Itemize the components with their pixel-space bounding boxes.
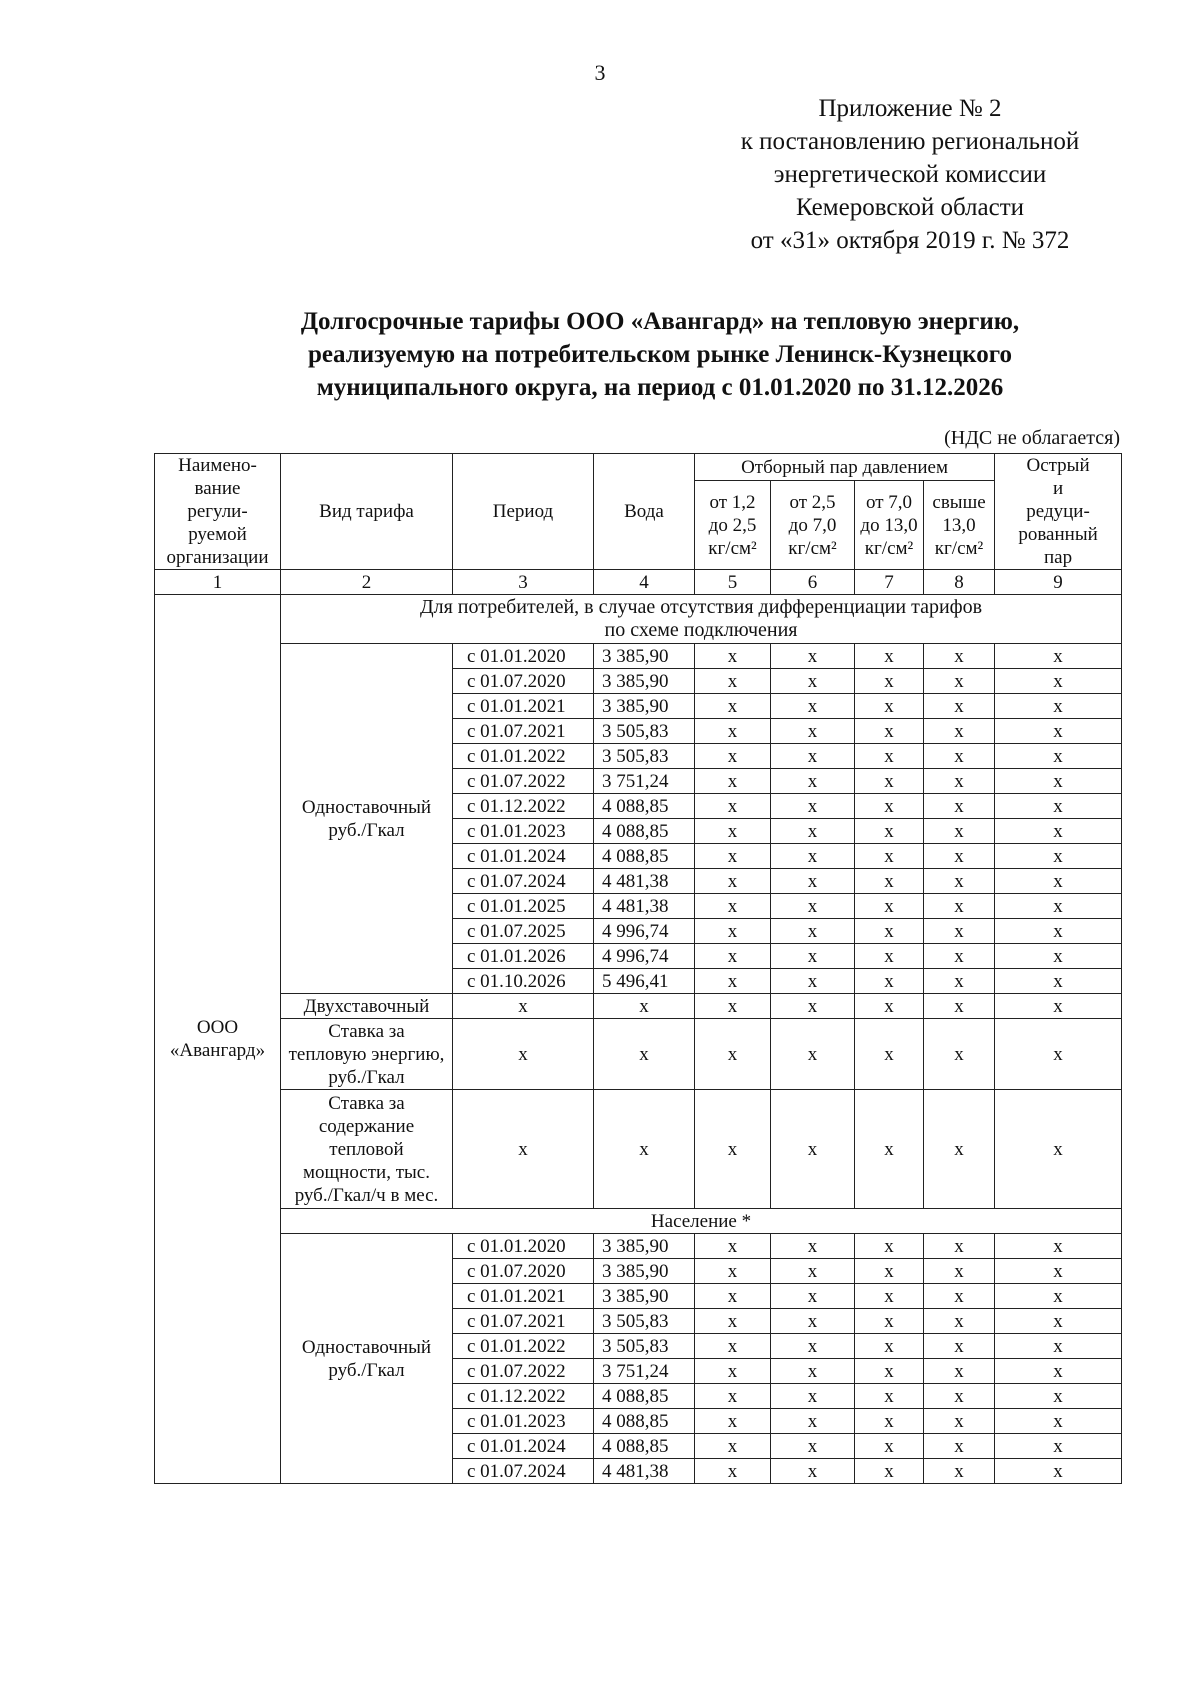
capacity-rate-label: Ставка за содержание тепловой мощности, тыс. руб./Гкал/ч в мес. bbox=[281, 1090, 453, 1209]
empty-value-cell: x bbox=[771, 1284, 855, 1309]
column-number: 5 bbox=[695, 570, 771, 595]
header-pressure-2: от 2,5 до 7,0 кг/см² bbox=[771, 481, 855, 570]
empty-value-cell: x bbox=[695, 1359, 771, 1384]
empty-value-cell: x bbox=[771, 994, 855, 1019]
period-cell: с 01.07.2021 bbox=[453, 719, 594, 744]
empty-value-cell: x bbox=[771, 1409, 855, 1434]
empty-value-cell: x bbox=[594, 1090, 695, 1209]
water-value-cell: 3 505,83 bbox=[594, 744, 695, 769]
empty-value-cell: x bbox=[695, 1384, 771, 1409]
period-cell: с 01.07.2024 bbox=[453, 1459, 594, 1484]
period-cell: с 01.01.2025 bbox=[453, 894, 594, 919]
empty-value-cell: x bbox=[771, 1019, 855, 1090]
empty-value-cell: x bbox=[855, 894, 924, 919]
period-cell: с 01.01.2024 bbox=[453, 844, 594, 869]
period-cell: с 01.12.2022 bbox=[453, 1384, 594, 1409]
empty-value-cell: x bbox=[855, 994, 924, 1019]
empty-value-cell: x bbox=[855, 844, 924, 869]
empty-value-cell: x bbox=[924, 944, 995, 969]
column-number: 8 bbox=[924, 570, 995, 595]
appendix-block bbox=[700, 92, 1120, 257]
empty-value-cell: x bbox=[995, 1459, 1122, 1484]
empty-value-cell: x bbox=[771, 669, 855, 694]
empty-value-cell: x bbox=[924, 1359, 995, 1384]
empty-value-cell: x bbox=[855, 794, 924, 819]
empty-value-cell: x bbox=[995, 1384, 1122, 1409]
empty-value-cell: x bbox=[771, 744, 855, 769]
empty-value-cell: x bbox=[995, 1234, 1122, 1259]
empty-value-cell: x bbox=[771, 1309, 855, 1334]
water-value-cell: 4 481,38 bbox=[594, 894, 695, 919]
empty-value-cell: x bbox=[695, 1334, 771, 1359]
empty-value-cell: x bbox=[695, 669, 771, 694]
period-cell: с 01.01.2021 bbox=[453, 694, 594, 719]
empty-value-cell: x bbox=[771, 894, 855, 919]
empty-value-cell: x bbox=[924, 919, 995, 944]
empty-value-cell: x bbox=[771, 819, 855, 844]
empty-value-cell: x bbox=[924, 694, 995, 719]
empty-value-cell: x bbox=[771, 844, 855, 869]
empty-value-cell: x bbox=[924, 894, 995, 919]
water-value-cell: 3 505,83 bbox=[594, 1309, 695, 1334]
empty-value-cell: x bbox=[995, 694, 1122, 719]
section-title: Для потребителей, в случае отсутствия дифференциации тарифов по схеме подключения bbox=[281, 595, 1122, 644]
empty-value-cell: x bbox=[695, 794, 771, 819]
empty-value-cell: x bbox=[771, 869, 855, 894]
empty-value-cell: x bbox=[855, 919, 924, 944]
empty-value-cell: x bbox=[855, 1090, 924, 1209]
empty-value-cell: x bbox=[855, 1309, 924, 1334]
header-period: Период bbox=[453, 454, 594, 570]
header-pressure-4: свыше 13,0 кг/см² bbox=[924, 481, 995, 570]
empty-value-cell: x bbox=[695, 919, 771, 944]
empty-value-cell: x bbox=[924, 844, 995, 869]
empty-value-cell: x bbox=[924, 994, 995, 1019]
period-cell: с 01.01.2026 bbox=[453, 944, 594, 969]
header-sharp-steam: Острый и редуци- рованный пар bbox=[995, 454, 1122, 570]
header-row bbox=[155, 454, 1122, 481]
period-cell: с 01.01.2023 bbox=[453, 1409, 594, 1434]
empty-value-cell: x bbox=[695, 969, 771, 994]
appendix-line: Приложение № 2 bbox=[818, 95, 1002, 122]
column-number: 2 bbox=[281, 570, 453, 595]
empty-value-cell: x bbox=[855, 644, 924, 669]
appendix-line: энергетической комиссии bbox=[773, 161, 1047, 188]
document-title bbox=[210, 305, 1110, 404]
page-number: 3 bbox=[594, 60, 606, 85]
water-value-cell: 4 996,74 bbox=[594, 944, 695, 969]
empty-value-cell: x bbox=[695, 1259, 771, 1284]
empty-value-cell: x bbox=[924, 744, 995, 769]
empty-value-cell: x bbox=[995, 1359, 1122, 1384]
empty-value-cell: x bbox=[855, 819, 924, 844]
empty-value-cell: x bbox=[771, 1459, 855, 1484]
empty-value-cell: x bbox=[995, 794, 1122, 819]
empty-value-cell: x bbox=[855, 1234, 924, 1259]
empty-value-cell: x bbox=[695, 1090, 771, 1209]
empty-value-cell: x bbox=[995, 1334, 1122, 1359]
empty-value-cell: x bbox=[924, 1259, 995, 1284]
empty-value-cell: x bbox=[924, 1434, 995, 1459]
empty-value-cell: x bbox=[924, 1019, 995, 1090]
period-cell: с 01.01.2023 bbox=[453, 819, 594, 844]
period-cell: с 01.07.2022 bbox=[453, 769, 594, 794]
tariff-table bbox=[154, 453, 1122, 1484]
period-cell: с 01.01.2022 bbox=[453, 744, 594, 769]
empty-value-cell: x bbox=[855, 719, 924, 744]
empty-value-cell: x bbox=[855, 1284, 924, 1309]
header-org-name: Наимено- вание регули- руемой организации bbox=[155, 454, 281, 570]
empty-value-cell: x bbox=[771, 1384, 855, 1409]
empty-value-cell: x bbox=[771, 944, 855, 969]
empty-value-cell: x bbox=[695, 644, 771, 669]
water-value-cell: 3 505,83 bbox=[594, 1334, 695, 1359]
empty-value-cell: x bbox=[995, 644, 1122, 669]
empty-value-cell: x bbox=[695, 719, 771, 744]
empty-value-cell: x bbox=[695, 894, 771, 919]
water-value-cell: 4 088,85 bbox=[594, 844, 695, 869]
vat-note: (НДС не облагается) bbox=[944, 427, 1120, 449]
period-cell: с 01.07.2020 bbox=[453, 669, 594, 694]
empty-value-cell: x bbox=[924, 1309, 995, 1334]
empty-value-cell: x bbox=[995, 1284, 1122, 1309]
empty-value-cell: x bbox=[594, 1019, 695, 1090]
empty-value-cell: x bbox=[453, 994, 594, 1019]
empty-value-cell: x bbox=[924, 1459, 995, 1484]
empty-value-cell: x bbox=[924, 1409, 995, 1434]
water-value-cell: 4 088,85 bbox=[594, 819, 695, 844]
empty-value-cell: x bbox=[771, 694, 855, 719]
empty-value-cell: x bbox=[695, 994, 771, 1019]
header-tariff-type: Вид тарифа bbox=[281, 454, 453, 570]
empty-value-cell: x bbox=[855, 1384, 924, 1409]
empty-value-cell: x bbox=[695, 944, 771, 969]
empty-value-cell: x bbox=[924, 1234, 995, 1259]
empty-value-cell: x bbox=[995, 944, 1122, 969]
period-cell: с 01.01.2021 bbox=[453, 1284, 594, 1309]
section-title-row bbox=[155, 595, 1122, 644]
empty-value-cell: x bbox=[995, 1434, 1122, 1459]
empty-value-cell: x bbox=[695, 1234, 771, 1259]
empty-value-cell: x bbox=[855, 1459, 924, 1484]
empty-value-cell: x bbox=[995, 769, 1122, 794]
two-rate-label: Двухставочный bbox=[281, 994, 453, 1019]
empty-value-cell: x bbox=[771, 1259, 855, 1284]
water-value-cell: 3 751,24 bbox=[594, 769, 695, 794]
empty-value-cell: x bbox=[855, 694, 924, 719]
empty-value-cell: x bbox=[995, 994, 1122, 1019]
period-cell: с 01.07.2021 bbox=[453, 1309, 594, 1334]
empty-value-cell: x bbox=[771, 644, 855, 669]
empty-value-cell: x bbox=[924, 719, 995, 744]
empty-value-cell: x bbox=[855, 1019, 924, 1090]
empty-value-cell: x bbox=[695, 1019, 771, 1090]
water-value-cell: 3 505,83 bbox=[594, 719, 695, 744]
column-number: 7 bbox=[855, 570, 924, 595]
empty-value-cell: x bbox=[771, 1434, 855, 1459]
period-cell: с 01.07.2025 bbox=[453, 919, 594, 944]
empty-value-cell: x bbox=[924, 869, 995, 894]
period-cell: с 01.01.2020 bbox=[453, 1234, 594, 1259]
column-number: 3 bbox=[453, 570, 594, 595]
heat-rate-label: Ставка за тепловую энергию, руб./Гкал bbox=[281, 1019, 453, 1090]
water-value-cell: 4 996,74 bbox=[594, 919, 695, 944]
water-value-cell: 5 496,41 bbox=[594, 969, 695, 994]
empty-value-cell: x bbox=[695, 1434, 771, 1459]
empty-value-cell: x bbox=[924, 1334, 995, 1359]
empty-value-cell: x bbox=[995, 1259, 1122, 1284]
period-cell: с 01.07.2020 bbox=[453, 1259, 594, 1284]
empty-value-cell: x bbox=[924, 794, 995, 819]
title-line: Долгосрочные тарифы ООО «Авангард» на тепловую энергию, bbox=[300, 308, 1020, 335]
empty-value-cell: x bbox=[995, 919, 1122, 944]
empty-value-cell: x bbox=[771, 769, 855, 794]
empty-value-cell: x bbox=[855, 944, 924, 969]
water-value-cell: 4 088,85 bbox=[594, 1409, 695, 1434]
empty-value-cell: x bbox=[695, 869, 771, 894]
organization-name: ООО «Авангард» bbox=[155, 595, 281, 1484]
empty-value-cell: x bbox=[855, 869, 924, 894]
water-value-cell: 4 481,38 bbox=[594, 869, 695, 894]
empty-value-cell: x bbox=[771, 719, 855, 744]
title-line: реализуемую на потребительском рынке Ленинск-Кузнецкого bbox=[307, 341, 1012, 368]
empty-value-cell: x bbox=[695, 744, 771, 769]
empty-value-cell: x bbox=[855, 1259, 924, 1284]
empty-value-cell: x bbox=[695, 769, 771, 794]
empty-value-cell: x bbox=[771, 794, 855, 819]
water-value-cell: 4 088,85 bbox=[594, 1384, 695, 1409]
empty-value-cell: x bbox=[695, 1459, 771, 1484]
empty-value-cell: x bbox=[855, 744, 924, 769]
empty-value-cell: x bbox=[995, 1409, 1122, 1434]
empty-value-cell: x bbox=[855, 1334, 924, 1359]
water-value-cell: 4 088,85 bbox=[594, 1434, 695, 1459]
period-cell: с 01.01.2022 bbox=[453, 1334, 594, 1359]
empty-value-cell: x bbox=[995, 894, 1122, 919]
empty-value-cell: x bbox=[771, 969, 855, 994]
capacity-rate-row bbox=[155, 1090, 1122, 1209]
empty-value-cell: x bbox=[995, 819, 1122, 844]
empty-value-cell: x bbox=[924, 1090, 995, 1209]
empty-value-cell: x bbox=[771, 1359, 855, 1384]
tariff-row bbox=[155, 644, 1122, 669]
water-value-cell: 3 385,90 bbox=[594, 669, 695, 694]
water-value-cell: 3 385,90 bbox=[594, 644, 695, 669]
column-number: 9 bbox=[995, 570, 1122, 595]
empty-value-cell: x bbox=[855, 1434, 924, 1459]
empty-value-cell: x bbox=[995, 719, 1122, 744]
empty-value-cell: x bbox=[995, 844, 1122, 869]
empty-value-cell: x bbox=[695, 819, 771, 844]
empty-value-cell: x bbox=[594, 994, 695, 1019]
empty-value-cell: x bbox=[924, 1384, 995, 1409]
empty-value-cell: x bbox=[695, 844, 771, 869]
appendix-line: от «31» октября 2019 г. № 372 bbox=[750, 227, 1070, 254]
empty-value-cell: x bbox=[995, 744, 1122, 769]
water-value-cell: 3 385,90 bbox=[594, 1259, 695, 1284]
water-value-cell: 3 751,24 bbox=[594, 1359, 695, 1384]
heat-rate-row bbox=[155, 1019, 1122, 1090]
section-title-row bbox=[155, 1209, 1122, 1234]
empty-value-cell: x bbox=[924, 644, 995, 669]
single-rate-label: Одноставочный руб./Гкал bbox=[281, 644, 453, 994]
period-cell: с 01.01.2020 bbox=[453, 644, 594, 669]
empty-value-cell: x bbox=[855, 669, 924, 694]
two-rate-row bbox=[155, 994, 1122, 1019]
appendix-line: Кемеровской области bbox=[795, 194, 1025, 221]
empty-value-cell: x bbox=[995, 1309, 1122, 1334]
empty-value-cell: x bbox=[695, 1409, 771, 1434]
period-cell: с 01.07.2024 bbox=[453, 869, 594, 894]
empty-value-cell: x bbox=[924, 669, 995, 694]
header-pressure-3: от 7,0 до 13,0 кг/см² bbox=[855, 481, 924, 570]
header-steam-group: Отборный пар давлением bbox=[695, 454, 995, 481]
column-number: 6 bbox=[771, 570, 855, 595]
empty-value-cell: x bbox=[924, 969, 995, 994]
section-title: Население * bbox=[281, 1209, 1122, 1234]
tariff-row bbox=[155, 1234, 1122, 1259]
appendix-line: к постановлению региональной bbox=[740, 128, 1080, 155]
empty-value-cell: x bbox=[924, 819, 995, 844]
water-value-cell: 3 385,90 bbox=[594, 1234, 695, 1259]
header-pressure-1: от 1,2 до 2,5 кг/см² bbox=[695, 481, 771, 570]
header-water: Вода bbox=[594, 454, 695, 570]
single-rate-label: Одноставочный руб./Гкал bbox=[281, 1234, 453, 1484]
empty-value-cell: x bbox=[695, 694, 771, 719]
column-number: 1 bbox=[155, 570, 281, 595]
water-value-cell: 4 481,38 bbox=[594, 1459, 695, 1484]
empty-value-cell: x bbox=[771, 1334, 855, 1359]
empty-value-cell: x bbox=[855, 769, 924, 794]
water-value-cell: 3 385,90 bbox=[594, 1284, 695, 1309]
empty-value-cell: x bbox=[453, 1019, 594, 1090]
period-cell: с 01.07.2022 bbox=[453, 1359, 594, 1384]
empty-value-cell: x bbox=[453, 1090, 594, 1209]
empty-value-cell: x bbox=[995, 1019, 1122, 1090]
empty-value-cell: x bbox=[771, 1234, 855, 1259]
empty-value-cell: x bbox=[995, 1090, 1122, 1209]
empty-value-cell: x bbox=[855, 1359, 924, 1384]
period-cell: с 01.12.2022 bbox=[453, 794, 594, 819]
empty-value-cell: x bbox=[924, 1284, 995, 1309]
column-number: 4 bbox=[594, 570, 695, 595]
empty-value-cell: x bbox=[695, 1309, 771, 1334]
empty-value-cell: x bbox=[924, 769, 995, 794]
empty-value-cell: x bbox=[855, 1409, 924, 1434]
title-line: муниципального округа, на период с 01.01.2020 по 31.12.2026 bbox=[316, 374, 1004, 401]
empty-value-cell: x bbox=[771, 1090, 855, 1209]
column-number-row bbox=[155, 570, 1122, 595]
period-cell: с 01.10.2026 bbox=[453, 969, 594, 994]
empty-value-cell: x bbox=[995, 969, 1122, 994]
water-value-cell: 3 385,90 bbox=[594, 694, 695, 719]
empty-value-cell: x bbox=[995, 869, 1122, 894]
empty-value-cell: x bbox=[771, 919, 855, 944]
empty-value-cell: x bbox=[995, 669, 1122, 694]
empty-value-cell: x bbox=[855, 969, 924, 994]
period-cell: с 01.01.2024 bbox=[453, 1434, 594, 1459]
empty-value-cell: x bbox=[695, 1284, 771, 1309]
water-value-cell: 4 088,85 bbox=[594, 794, 695, 819]
